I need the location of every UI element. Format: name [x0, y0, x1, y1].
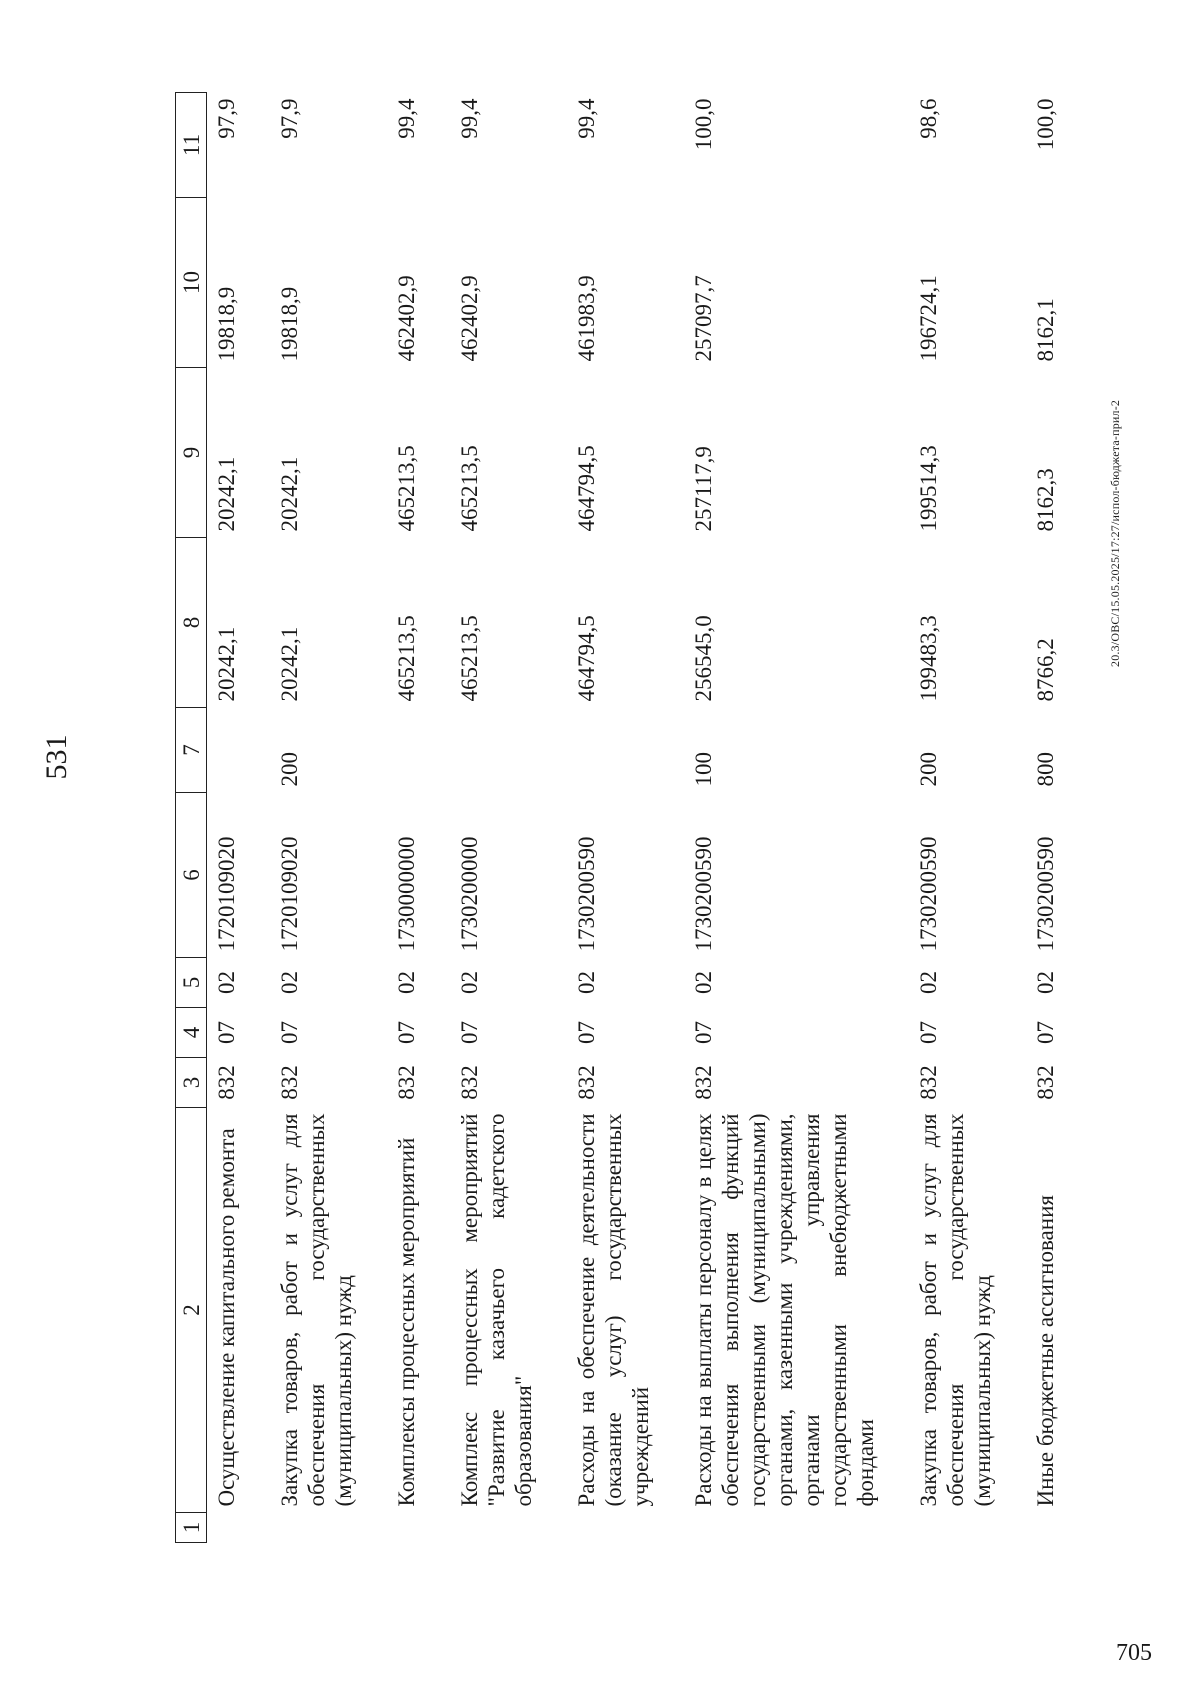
- cell-c5: 02: [916, 971, 941, 994]
- cell-c7: [567, 708, 684, 793]
- cell-c3: 832: [457, 1065, 482, 1100]
- cell-c5: 02: [691, 971, 716, 994]
- table-row: [450, 93, 567, 1543]
- cell-c7: 200: [277, 752, 302, 787]
- column-header-3: 3: [176, 1058, 207, 1108]
- table-row: [567, 93, 684, 1543]
- cell-c4: 07: [214, 1021, 239, 1044]
- cell-c8: 20242,1: [277, 626, 302, 702]
- cell-c5: 02: [277, 971, 302, 994]
- column-header-10: 10: [176, 198, 207, 368]
- cell-c1: [450, 1513, 567, 1543]
- column-header-11: 11: [176, 93, 207, 198]
- table-row: [909, 93, 1026, 1543]
- cell-c11: 99,4: [574, 98, 599, 139]
- cell-c1: [684, 1513, 909, 1543]
- cell-c8: 465213,5: [457, 615, 482, 702]
- cell-c10: 462402,9: [457, 275, 482, 362]
- cell-c4: 07: [394, 1021, 419, 1044]
- table-row: [207, 93, 271, 1543]
- cell-c9: 465213,5: [457, 445, 482, 532]
- cell-c11: 97,9: [277, 98, 302, 139]
- cell-c3: 832: [277, 1065, 302, 1100]
- cell-c1: [909, 1513, 1026, 1543]
- cell-c9: 257117,9: [691, 446, 716, 532]
- cell-c8: 465213,5: [394, 615, 419, 702]
- column-header-8: 8: [176, 538, 207, 708]
- cell-c2: Комплексы процессных мероприятий: [394, 1137, 419, 1507]
- cell-c7: [450, 708, 567, 793]
- cell-c6: 1730200590: [1033, 836, 1058, 952]
- cell-c4: 07: [277, 1021, 302, 1044]
- cell-c6: 1730200000: [457, 836, 482, 952]
- cell-c4: 07: [457, 1021, 482, 1044]
- cell-c1: [270, 1513, 387, 1543]
- cell-c10: 19818,9: [277, 286, 302, 362]
- footer-code: 20.3/ОВС/15.05.2025/17:27/испол-бюджета-прил-2: [1108, 399, 1122, 667]
- cell-c4: 07: [691, 1021, 716, 1044]
- cell-c3: 832: [574, 1065, 599, 1100]
- cell-c2: Закупка товаров, работ и услуг для обеспечения государственных (муниципальных) нужд: [916, 1113, 995, 1507]
- cell-c1: [567, 1513, 684, 1543]
- cell-c8: 8766,2: [1033, 638, 1058, 702]
- cell-c10: 19818,9: [214, 286, 239, 362]
- cell-c9: 8162,3: [1033, 468, 1058, 532]
- cell-c5: 02: [394, 971, 419, 994]
- column-header-6: 6: [176, 793, 207, 958]
- table-row: [1026, 93, 1089, 1543]
- cell-c6: 1730200590: [916, 836, 941, 952]
- cell-c6: 1730000000: [394, 836, 419, 952]
- page-header-number: 531: [40, 734, 73, 780]
- cell-c3: 832: [916, 1065, 941, 1100]
- cell-c2: Расходы на обеспечение деятельности (оказание услуг) государственных учреждений: [574, 1113, 653, 1507]
- cell-c5: 02: [1033, 971, 1058, 994]
- cell-c11: 99,4: [394, 98, 419, 139]
- cell-c9: 465213,5: [394, 445, 419, 532]
- cell-c11: 99,4: [457, 98, 482, 139]
- cell-c6: 1720109020: [277, 836, 302, 952]
- cell-c9: 20242,1: [214, 456, 239, 532]
- cell-c6: 1730200590: [691, 836, 716, 952]
- cell-c4: 07: [1033, 1021, 1058, 1044]
- column-header-9: 9: [176, 368, 207, 538]
- cell-c10: 196724,1: [916, 275, 941, 362]
- cell-c6: 1720109020: [214, 836, 239, 952]
- column-header-2: 2: [176, 1108, 207, 1513]
- cell-c2: Расходы на выплаты персоналу в целях обеспечения выполнения функций государственными (муниципальными) органами, казенными учреждениями, органами управления государственными внебюджетными фондами: [691, 1113, 878, 1507]
- cell-c10: 257097,7: [691, 275, 716, 362]
- cell-c4: 07: [574, 1021, 599, 1044]
- cell-c10: 461983,9: [574, 275, 599, 362]
- table-row: [387, 93, 450, 1543]
- cell-c11: 100,0: [1033, 98, 1058, 151]
- cell-c6: 1730200590: [574, 836, 599, 952]
- table-row: [684, 93, 909, 1543]
- cell-c9: 199514,3: [916, 445, 941, 532]
- cell-c2: Иные бюджетные ассигнования: [1033, 1195, 1058, 1507]
- column-header-7: 7: [176, 708, 207, 793]
- cell-c7: 200: [916, 752, 941, 787]
- cell-c1: [387, 1513, 450, 1543]
- table-body: [207, 93, 1090, 1543]
- cell-c5: 02: [214, 971, 239, 994]
- cell-c8: 256545,0: [691, 615, 716, 702]
- header-row: [176, 93, 207, 1543]
- sheet-number: 705: [1116, 1640, 1152, 1666]
- cell-c3: 832: [691, 1065, 716, 1100]
- cell-c1: [1026, 1513, 1089, 1543]
- cell-c4: 07: [916, 1021, 941, 1044]
- cell-c9: 464794,5: [574, 445, 599, 532]
- cell-c3: 832: [394, 1065, 419, 1100]
- table-header: [176, 93, 207, 1543]
- cell-c11: 98,6: [916, 98, 941, 139]
- cell-c11: 97,9: [214, 98, 239, 139]
- cell-c2: Закупка товаров, работ и услуг для обеспечения государственных (муниципальных) нужд: [277, 1113, 356, 1507]
- cell-c3: 832: [1033, 1065, 1058, 1100]
- cell-c10: 8162,1: [1033, 298, 1058, 362]
- column-header-5: 5: [176, 958, 207, 1008]
- table-row: [270, 93, 387, 1543]
- cell-c10: 462402,9: [394, 275, 419, 362]
- column-header-4: 4: [176, 1008, 207, 1058]
- cell-c11: 100,0: [691, 98, 716, 151]
- budget-table: [175, 92, 1089, 1543]
- cell-c1: [207, 1513, 271, 1543]
- cell-c2: Комплекс процессных мероприятий "Развитие казачьего кадетского образования": [457, 1113, 536, 1507]
- cell-c7: 800: [1033, 752, 1058, 787]
- cell-c2: Осуществление капитального ремонта: [214, 1128, 239, 1507]
- cell-c9: 20242,1: [277, 456, 302, 532]
- cell-c5: 02: [457, 971, 482, 994]
- cell-c7: 100: [691, 752, 716, 787]
- cell-c3: 832: [214, 1065, 239, 1100]
- cell-c7: [387, 708, 450, 793]
- cell-c7: [207, 708, 271, 793]
- cell-c5: 02: [574, 971, 599, 994]
- column-header-1: 1: [176, 1513, 207, 1543]
- cell-c8: 199483,3: [916, 615, 941, 702]
- cell-c8: 20242,1: [214, 626, 239, 702]
- cell-c8: 464794,5: [574, 615, 599, 702]
